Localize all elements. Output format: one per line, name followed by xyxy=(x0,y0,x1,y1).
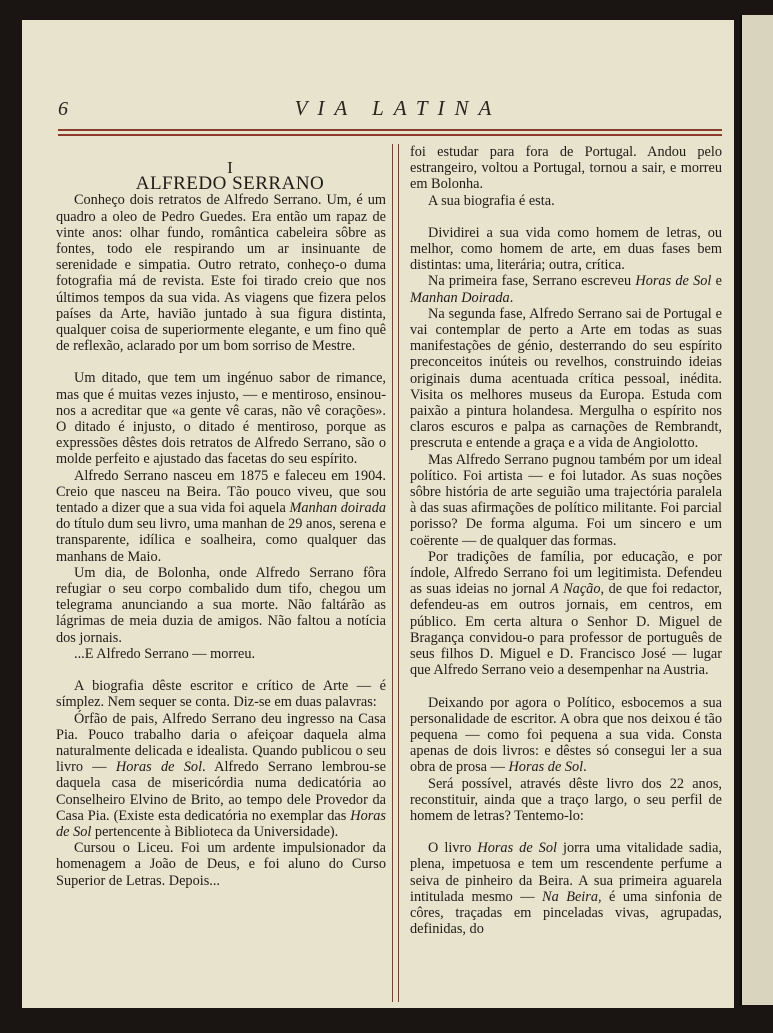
italic-title: Horas de Sol xyxy=(115,759,203,776)
paragraph: Cursou o Liceu. Foi um ardente impulsionador da homenagem a João de Deus, e foi aluno do Curso Superior de Letras. Depois... xyxy=(56,840,386,889)
paragraph: Conheço dois retratos de Alfredo Serrano. Um, é um quadro a oleo de Pedro Guedes. Era então um rapaz de vinte anos: olhar fundo, romântica cabeleira sôbre as fontes, todo ele respirando um ar insinuante de serenidade e simpatia. Outro retrato, conheço-o duma fotografia má de revista. Este foi tirado creio que nos últimos tempos da sua vida. As viagens que fizera pelos países da Arte, havião juntado à sua figura distinta, qualquer coisa de superiormente elegante, e um fino quê de reflexão, aclarado por um bom sorriso de Mestre. xyxy=(56,192,386,355)
page-header xyxy=(22,20,734,140)
italic-title: Manhan doirada xyxy=(289,500,386,517)
header-rule-top xyxy=(58,129,722,131)
paragraph: Dividirei a sua vida como homem de letras, ou melhor, como homem de arte, em duas fases bem distintas: uma, literária; outra, crítica. xyxy=(410,224,722,274)
paragraph: Um ditado, que tem um ingénuo sabor de rimance, mas que é muitas vezes injusto, — e mentiroso, ensinou-nos a acreditar que «a gente vê caras, não vê corações». O ditado é injusto, o ditado é mentiroso, porque as expressões dêstes dois retratos de Alfredo Serrano, são o molde perfeito e ajustado das facetas do seu espírito. xyxy=(56,370,386,468)
left-column xyxy=(56,160,386,889)
right-column xyxy=(410,144,722,937)
paragraph: Um dia, de Bolonha, onde Alfredo Serrano fôra refugiar o seu corpo combalido dum tifo, chegou um telegrama anunciando a sua morte. Não faltárão as lágrimas de meia duzia de amigos. Não faltou a notícia dos jornais. xyxy=(56,564,386,646)
paragraph: Na primeira fase, Serrano escreveu Horas de Sol e Manhan Doirada. xyxy=(410,273,722,306)
paragraph: O livro Horas de Sol jorra uma vitalidade sadia, plena, impetuosa e tem um rescendente perfume a seiva de pinheiro da Beira. A sua primeira aguarela intitulada mesmo — Na Beira, é uma sinfonia de côres, traçadas em pinceladas vivas, agrupadas, definidas, do xyxy=(410,840,722,938)
magazine-page xyxy=(22,20,734,1008)
running-title: VIA LATINA xyxy=(294,96,502,120)
italic-title: Horas de Sol xyxy=(635,273,712,290)
italic-title: Horas de Sol xyxy=(477,840,557,857)
paragraph: Deixando por agora o Político, esbocemos a sua personalidade de escritor. A obra que nos deixou é tão pequena — como foi pequena a sua vida. Consta apenas de dois livros: e dêstes só consegui ler a sua obra de prosa — Horas de Sol. xyxy=(410,694,722,776)
paragraph: Alfredo Serrano nasceu em 1875 e faleceu em 1904. Creio que nasceu na Beira. Tão pouco viveu, que sou tentado a dizer que a sua vida foi aquela Manhan doirada do título dum seu livro, uma manhan de 29 anos, serena e transparente, idílica e soalheira, como qualquer das manhans de Maio. xyxy=(56,467,386,565)
paragraph: A biografia dêste escritor e crítico de Arte — é símplez. Nem sequer se conta. Diz-se em duas palavras: xyxy=(56,678,386,711)
chapter-number: I xyxy=(227,158,233,177)
italic-title: Horas de Sol xyxy=(508,759,584,776)
paragraph: foi estudar para fora de Portugal. Andou pelo estrangeiro, voltou a Portugal, tornou a sair, e morreu em Bolonha. xyxy=(410,144,722,193)
paragraph: Por tradições de família, por educação, e por índole, Alfredo Serrano foi um legitimista. Defendeu as suas ideias no jornal A Nação, de que foi redactor, defendeu-as em outros jornais, em centros, em público. Em certa altura o Senhor D. Miguel de Bragança convidou-o para professor de português de seus filhos D. Miguel e D. Francisco José — lugar que Alfredo Serrano veio a desempenhar na Austria. xyxy=(410,548,722,679)
paragraph: Mas Alfredo Serrano pugnou também por um ideal político. Foi artista — e foi lutador. As suas noções sôbre história de arte seguião uma trajectória paralela à das suas afirmações de político militante. Foi parcial porisso? De forma alguma. Foi um sincero e um coërente — de qualquer das formas. xyxy=(410,451,722,549)
paragraph: ...E Alfredo Serrano — morreu. xyxy=(74,645,256,662)
italic-title: Manhan Doirada xyxy=(410,289,510,306)
header-rule-bottom xyxy=(58,134,722,136)
paragraph: Órfão de pais, Alfredo Serrano deu ingresso na Casa Pia. Pouco trabalho daria o afeiçoar daquela alma naturalmente delicada e idealista. Quando publicou o seu livro — Horas de Sol. Alfredo Serrano lembrou-se daquela casa de misericórdia numa dedicatória ao Conselheiro Elvino de Brito, ao tempo dele Provedor da Casa Pia. (Existe esta dedicatória no exemplar das Horas de Sol pertencente à Biblioteca da Universidade). xyxy=(56,710,386,840)
paragraph: A sua biografia é esta. xyxy=(428,192,555,209)
page-number: 6 xyxy=(58,98,68,120)
italic-title: Horas de Sol xyxy=(56,807,386,840)
paragraph: Na segunda fase, Alfredo Serrano sai de Portugal e vai contemplar de perto a Arte em todas as suas manifestações de génio, desterrando do seu espírito preconceitos inúteis ou revelhos, construindo ideias originais duma acentuada crítica pessoal, inédita. Visita os melhores museus da Europa. Estuda com paixão a pintura holandesa. Mergulha o espírito nos claros escuros e palpa as carnações de Rembrandt, prescruta e entende a graça e a vida de Angiolotto. xyxy=(410,305,722,452)
paragraph: Será possível, através dêste livro dos 22 anos, reconstituir, ainda que a traço largo, o seu perfil de homem de letras? Tentemo-lo: xyxy=(410,775,722,824)
article-title: ALFREDO SERRANO xyxy=(135,173,325,195)
column-divider xyxy=(392,144,399,1002)
italic-title: Na Beira xyxy=(542,888,598,905)
adjacent-page-edge xyxy=(740,15,773,1005)
italic-title: A Nação xyxy=(550,581,601,598)
